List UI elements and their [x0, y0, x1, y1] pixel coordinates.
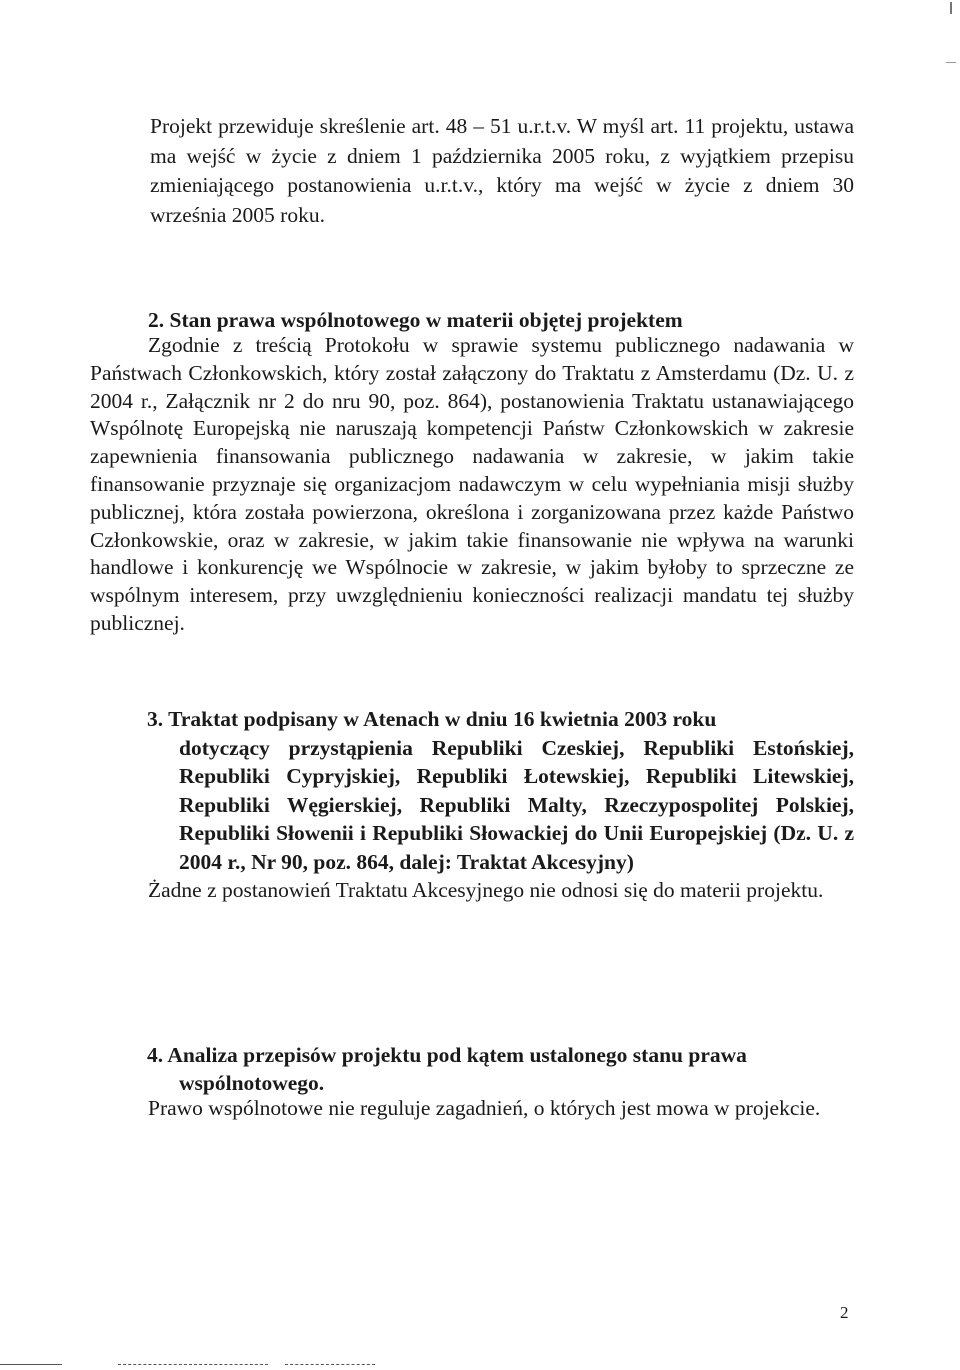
scan-edge-mark	[946, 62, 956, 63]
footer-rule	[118, 1364, 268, 1366]
section-2-heading	[148, 306, 854, 335]
intro-paragraph: Projekt przewiduje skreślenie art. 48 – 51 u.r.t.v. W myśl art. 11 projektu, ustawa ma wejść w życie z dniem 1 października 2005 roku, z wyjątkiem przepisu zmieniającego postanowienia u.r.t.v., który ma wejść w życie z dniem 30 września 2005 roku.	[150, 114, 854, 227]
section-4-body: Prawo wspólnotowe nie reguluje zagadnień, o których jest mowa w projekcie.	[148, 1096, 821, 1120]
section-3-title-rest: dotyczący przystąpienia Republiki Czeskiej, Republiki Estońskiej, Republiki Cypryjskiej, Republiki Łotewskiej, Republiki Litewskiej, Republiki Węgierskiej, Republiki Malty, Rzeczypospolitej Polskiej, Republiki Słowenii i Republiki Słowackiej do Unii Europejskiej (Dz. U. z 2004 r., Nr 90, poz. 864, dalej: Traktat Akcesyjny)	[179, 735, 854, 874]
scan-edge-mark	[950, 2, 952, 14]
section-2-body: Zgodnie z treścią Protokołu w sprawie systemu publicznego nadawania w Państwach Członkowskich, który został załączony do Traktatu z Amsterdamu (Dz. U. z 2004 r., Załącznik nr 2 do nru 90, poz. 864), postanowienia Traktatu ustanawiającego Wspólnotę Europejską nie naruszają kompetencji Państw Członkowskich w zakresie zapewnienia finansowania publicznego nadawania w zakresie, w jakim takie finansowanie przyznaje się organizacjom nadawczym w celu wypełniania misji służby publicznej, która została powierzona, określona i zorganizowana przez każde Państwo Członkowskie, oraz w zakresie, w jakim takie finansowanie nie wpływa na warunki handlowe i konkurencję we Wspólnocie w zakresie, w jakim byłoby to sprzeczne ze wspólnym interesem, przy uwzględnieniu konieczności realizacji mandatu tej służby publicznej.	[90, 333, 854, 635]
section-3-number: 3.	[147, 707, 164, 731]
section-2-number: 2.	[148, 308, 165, 332]
footer-rule	[285, 1364, 375, 1366]
section-3-title-first: Traktat podpisany w Atenach w dniu 16 kwietnia 2003 roku	[168, 707, 717, 731]
section-4-number: 4.	[147, 1043, 164, 1067]
page-number: 2	[840, 1303, 849, 1322]
footer-rule	[0, 1364, 62, 1366]
section-4-title-rest: wspólnotowego.	[179, 1071, 325, 1095]
section-4-heading	[147, 1041, 854, 1097]
section-4-title-first: Analiza przepisów projektu pod kątem ustalonego stanu prawa	[167, 1043, 747, 1067]
section-2-title: Stan prawa wspólnotowego w materii objętej projektem	[169, 308, 683, 332]
section-3-body: Żadne z postanowień Traktatu Akcesyjnego nie odnosi się do materii projektu.	[148, 878, 824, 902]
section-3-heading	[147, 705, 854, 877]
